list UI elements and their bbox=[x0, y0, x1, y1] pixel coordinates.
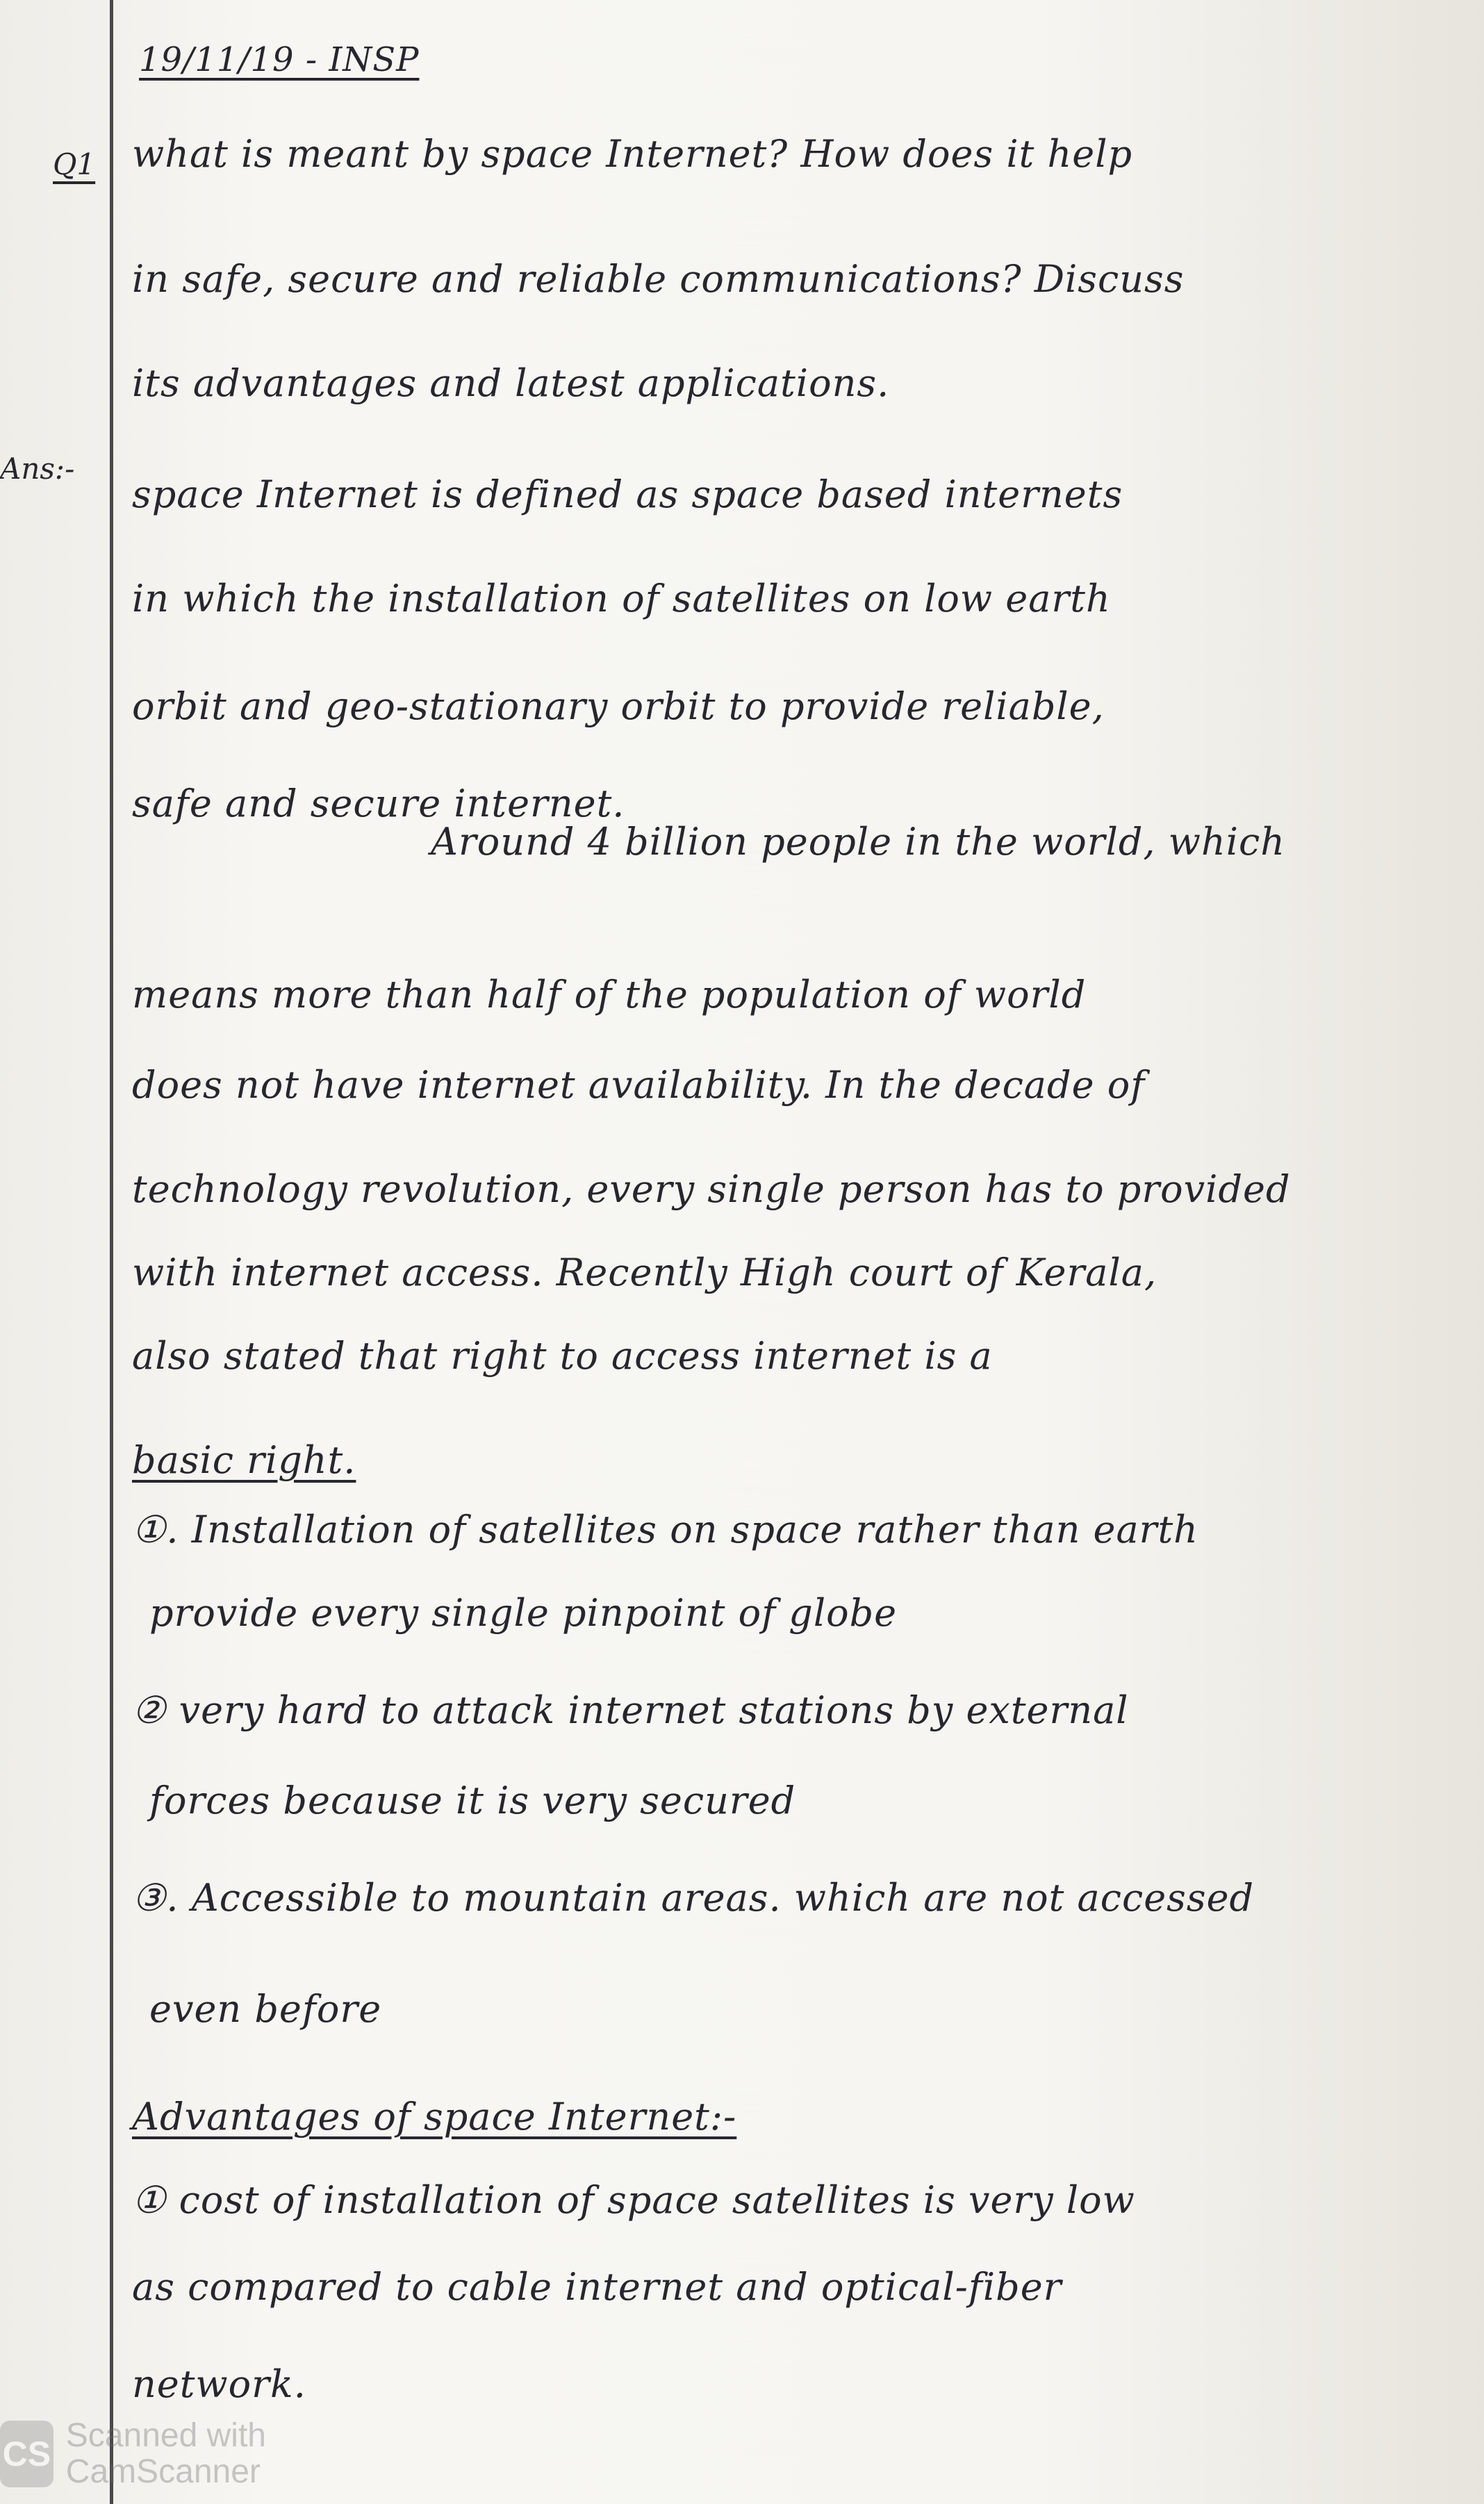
text-line: technology revolution, every single person has to provided bbox=[132, 1167, 1291, 1211]
answer-marker: Ans:- bbox=[0, 452, 75, 486]
text-line: safe and secure internet. bbox=[132, 782, 625, 825]
text-line: forces because it is very secured bbox=[149, 1779, 796, 1822]
text-line: also stated that right to access internet is a bbox=[132, 1334, 993, 1378]
text-line: provide every single pinpoint of globe bbox=[149, 1591, 898, 1635]
text-line: basic right. bbox=[132, 1438, 356, 1482]
text-line: as compared to cable internet and optical-fiber bbox=[132, 2265, 1062, 2309]
section-heading: Advantages of space Internet:- bbox=[132, 2095, 737, 2139]
scanner-watermark-text: Scanned with CamScanner bbox=[65, 2417, 266, 2490]
text-line: with internet access. Recently High court of Kerala, bbox=[132, 1251, 1157, 1294]
text-line: in which the installation of satellites on low earth bbox=[132, 577, 1111, 620]
text-line: in safe, secure and reliable communications? Discuss bbox=[132, 257, 1185, 301]
text-line: even before bbox=[149, 1987, 382, 2031]
text-line: Around 4 billion people in the world, which bbox=[431, 820, 1286, 864]
scanner-logo-icon: CS bbox=[0, 2421, 53, 2487]
question-marker: Q1 bbox=[53, 147, 96, 181]
text-line: orbit and geo-stationary orbit to provide reliable, bbox=[132, 684, 1105, 728]
text-line: means more than half of the population of world bbox=[132, 973, 1087, 1016]
margin-line bbox=[110, 0, 113, 2504]
text-line: ① cost of installation of space satellites is very low bbox=[132, 2178, 1135, 2222]
text-line: does not have internet availability. In the decade of bbox=[132, 1063, 1146, 1107]
scanner-watermark bbox=[0, 2404, 389, 2504]
text-line: space Internet is defined as space based internets bbox=[132, 472, 1123, 516]
text-line: ② very hard to attack internet stations by external bbox=[132, 1688, 1129, 1732]
text-line: ③. Accessible to mountain areas. which are not accessed bbox=[132, 1876, 1255, 1920]
text-line: what is meant by space Internet? How does it help bbox=[132, 132, 1133, 176]
text-line: ①. Installation of satellites on space rather than earth bbox=[132, 1508, 1198, 1551]
text-line: network. bbox=[132, 2362, 306, 2406]
text-line: its advantages and latest applications. bbox=[132, 361, 890, 405]
date-header: 19/11/19 - INSP bbox=[139, 40, 420, 79]
